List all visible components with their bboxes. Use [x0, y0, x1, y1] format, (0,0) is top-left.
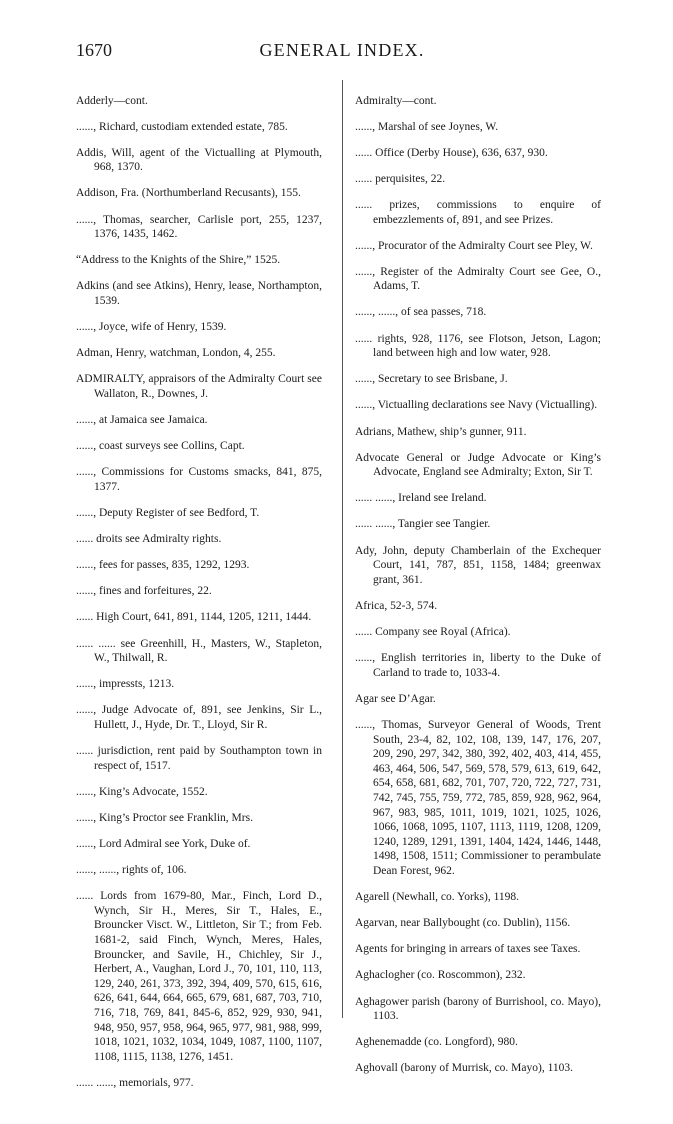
- index-entry: ......, impressts, 1213.: [76, 678, 175, 691]
- index-entry: ......, English territories in, liberty to the Duke of Carland to trade to, 1033-4.: [355, 652, 601, 679]
- index-entry: Agents for bringing in arrears of taxes see Taxes.: [355, 943, 581, 956]
- index-entry: Africa, 52-3, 574.: [355, 599, 438, 612]
- index-entry: ......, Secretary to see Brisbane, J.: [355, 373, 508, 386]
- index-entry: Aghenemadde (co. Longford), 980.: [355, 1036, 518, 1049]
- index-entry: ......, Thomas, Surveyor General of Woods, Trent South, 23-4, 82, 102, 108, 139, 147, 176, 207, 209, 290, 297, 342, 380, 392, 402, 403, 414, 455, 463, 464, 506, 547, 569, 578, 579, 613, 619, 642, 654, 658, 681, 682, 701, 707, 720, 722, 727, 731, 742, 745, 755, 759, 772, 785, 859, 928, 962, 964, 967, 983, 985, 1011, 1019, 1021, 1025, 1026, 1066, 1068, 1095, 1107, 1113, 1119, 1208, 1209, 1240, 1289, 1291, 1391, 1404, 1424, 1446, 1448, 1498, 1508, 1511; Commissioner to perambulate Dean Forest, 962.: [355, 718, 601, 878]
- index-entry: ...... High Court, 641, 891, 1144, 1205, 1211, 1444.: [76, 611, 312, 624]
- page-header: [76, 40, 608, 66]
- index-entry: ......, fees for passes, 835, 1292, 1293.: [76, 559, 250, 572]
- index-entry: ADMIRALTY, appraisors of the Admiralty Court see Wallaton, R., Downes, J.: [76, 373, 322, 400]
- index-entry: ......, ......, of sea passes, 718.: [355, 306, 487, 319]
- index-entry: Aghaclogher (co. Roscommon), 232.: [355, 969, 526, 982]
- index-entry: Aghagower parish (barony of Burrishool, co. Mayo), 1103.: [355, 995, 601, 1023]
- index-entry: Agar see D’Agar.: [355, 692, 436, 705]
- index-entry: ......, Procurator of the Admiralty Court see Pley, W.: [355, 239, 593, 252]
- index-entry: ...... perquisites, 22.: [355, 172, 446, 185]
- index-entry: ...... Lords from 1679-80, Mar., Finch, Lord D., Wynch, Sir H., Meres, Sir T., Hales, E., Brouncker Visct. W., Littleton, Sir T.; from Feb. 1681-2, said Finch, Wynch, Meres, Hales, Brouncker, and Savile, H., Chichley, Sir J., Herbert, A., Vaughan, Lord J., 70, 101, 110, 113, 129, 240, 261, 373, 392, 394, 409, 570, 615, 616, 626, 641, 644, 664, 665, 679, 681, 687, 703, 710, 716, 718, 769, 841, 845-6, 852, 929, 930, 941, 948, 950, 957, 958, 964, 965, 977, 981, 988, 999, 1018, 1021, 1032, 1034, 1049, 1087, 1100, 1107, 1108, 1115, 1138, 1276, 1451.: [76, 890, 322, 1063]
- index-entry: ...... rights, 928, 1176, see Flotson, Jetson, Lagon; land between high and low water, 928.: [355, 332, 601, 360]
- index-entry: “Address to the Knights of the Shire,” 1525.: [76, 254, 281, 267]
- page-number: 1670: [76, 40, 112, 60]
- index-entry: Agarell (Newhall, co. Yorks), 1198.: [355, 891, 520, 904]
- index-entry: ......, Judge Advocate of, 891, see Jenkins, Sir L., Hullett, J., Hyde, Dr. T., Lloyd, Sir R.: [76, 704, 322, 731]
- index-entry: ...... Company see Royal (Africa).: [355, 626, 511, 639]
- index-column-left: [76, 82, 322, 1097]
- index-entry: Addison, Fra. (Northumberland Recusants), 155.: [76, 187, 301, 200]
- column-divider: [342, 80, 343, 1018]
- index-entry: ...... ...... see Greenhill, H., Masters, W., Stapleton, W., Thilwall, R.: [76, 637, 322, 665]
- index-entry: ......, ......, rights of, 106.: [76, 864, 187, 877]
- index-entry: Advocate General or Judge Advocate or King’s Advocate, England see Admiralty; Exton, Sir T.: [355, 451, 601, 479]
- index-entry: Adderly—cont.: [76, 94, 148, 107]
- index-entry: Adman, Henry, watchman, London, 4, 255.: [76, 347, 276, 360]
- index-entry: ......, Deputy Register of see Bedford, T.: [76, 506, 260, 519]
- index-entry: ......, at Jamaica see Jamaica.: [76, 414, 208, 427]
- index-entry: ......, Marshal of see Joynes, W.: [355, 120, 499, 133]
- index-entry: Adrians, Mathew, ship’s gunner, 911.: [355, 425, 527, 438]
- index-entry: Aghovall (barony of Murrisk, co. Mayo), 1103.: [355, 1062, 574, 1075]
- index-entry: ......, coast surveys see Collins, Capt.: [76, 440, 245, 453]
- index-entry: ......, Thomas, searcher, Carlisle port, 255, 1237, 1376, 1435, 1462.: [76, 213, 322, 241]
- index-entry: ......, Commissions for Customs smacks, 841, 875, 1377.: [76, 466, 322, 493]
- index-entry: Ady, John, deputy Chamberlain of the Exchequer Court, 141, 787, 851, 1158, 1484; greenwax grant, 361.: [355, 544, 601, 586]
- index-entry: ...... prizes, commissions to enquire of embezzlements of, 891, and see Prizes.: [355, 198, 601, 226]
- index-entry: Adkins (and see Atkins), Henry, lease, Northampton, 1539.: [76, 280, 322, 307]
- index-entry: ...... Office (Derby House), 636, 637, 930.: [355, 146, 548, 159]
- index-entry: ......, Victualling declarations see Navy (Victualling).: [355, 399, 598, 412]
- index-entry: ......, fines and forfeitures, 22.: [76, 585, 212, 598]
- index-entry: ...... ......, Ireland see Ireland.: [355, 492, 487, 505]
- index-entry: ......, Richard, custodiam extended estate, 785.: [76, 120, 288, 133]
- index-entry: ......, Lord Admiral see York, Duke of.: [76, 838, 251, 850]
- index-entry: ...... jurisdiction, rent paid by Southampton town in respect of, 1517.: [76, 745, 322, 772]
- index-entry: ...... droits see Admiralty rights.: [76, 533, 222, 546]
- index-entry: ......, Joyce, wife of Henry, 1539.: [76, 321, 227, 334]
- index-entry: ......, Register of the Admiralty Court see Gee, O., Adams, T.: [355, 265, 601, 293]
- index-entry: ...... ......, Tangier see Tangier.: [355, 518, 491, 531]
- index-entry: ......, King’s Proctor see Franklin, Mrs.: [76, 811, 253, 824]
- index-entry: ......, King’s Advocate, 1552.: [76, 785, 208, 798]
- index-entry: ...... ......, memorials, 977.: [76, 1077, 194, 1090]
- index-column-right: [355, 82, 601, 1082]
- index-entry: Agarvan, near Ballybought (co. Dublin), 1156.: [355, 917, 571, 930]
- running-title: GENERAL INDEX.: [259, 40, 425, 60]
- index-entry: Admiralty—cont.: [355, 94, 437, 107]
- index-entry: Addis, Will, agent of the Victualling at Plymouth, 968, 1370.: [76, 146, 322, 174]
